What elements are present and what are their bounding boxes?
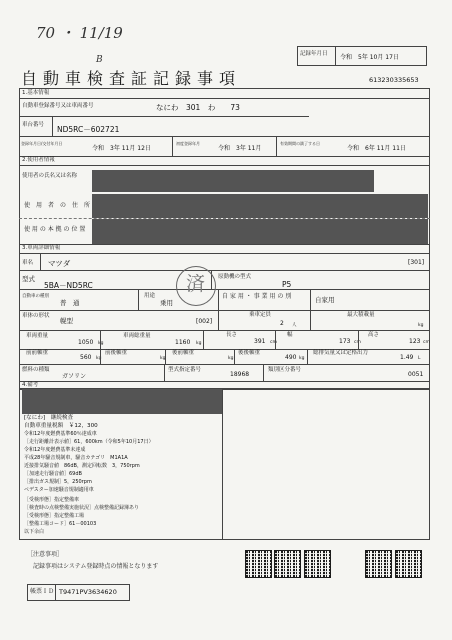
qr-code-5 xyxy=(395,550,422,578)
qr-code-3 xyxy=(304,550,331,578)
remark-line: 以下余白 xyxy=(24,529,45,535)
document-number: 613230335653 xyxy=(369,76,419,84)
remark-line: ［走行距離計表示値］61，600km（令和5年10月17日） xyxy=(24,439,154,445)
gross-weight-value: 1160 xyxy=(175,339,191,346)
remark-line: 平成28年騒音規制車，騒音カテゴリ M1A1A xyxy=(24,455,128,461)
document-id-value: T9471PV3634620 xyxy=(59,588,117,596)
length-unit: cm xyxy=(270,340,277,345)
maker-label: 車名 xyxy=(22,260,34,266)
capacity-label: 乗車定員 xyxy=(249,312,272,318)
rear-rear-axle-label: 後後軸重 xyxy=(238,350,261,356)
fuel-value: ガソリン xyxy=(62,373,87,380)
qr-code-1 xyxy=(245,550,272,578)
rear-front-axle-label: 後前軸重 xyxy=(172,350,195,356)
gross-weight-label: 車両総重量 xyxy=(123,333,151,339)
class-number-label: 類別区分番号 xyxy=(268,367,302,373)
base-location-label: 使 用 の 本 拠 の 位 置 xyxy=(24,226,86,233)
plate-label: 自動車登録番号又は車両番号 xyxy=(22,103,94,109)
engine-value: P5 xyxy=(282,280,292,289)
redaction-base-location xyxy=(92,219,428,244)
chassis-label: 車台番号 xyxy=(22,122,45,128)
body-shape-label: 車体の形状 xyxy=(22,313,50,319)
height-unit: cm xyxy=(423,340,430,345)
record-date-label: 記録年月日 xyxy=(300,51,328,57)
remark-line: ［受検形態］指定整備工場 xyxy=(24,513,85,519)
section-user-heading: 2.使用者情報 xyxy=(22,157,55,163)
remark-line: ［検査時の点検整備実施状況］点検整備記録簿あり xyxy=(24,505,140,511)
maker-value: マツダ xyxy=(48,259,71,268)
remark-line: 令和12年度燃費基準未達成 xyxy=(24,447,86,453)
handwritten-note: 70 ・ 11/19 xyxy=(36,24,123,42)
expiry-value: 令和 6年 11月 11日 xyxy=(347,145,406,152)
maxload-label: 最大積載量 xyxy=(347,312,375,318)
gross-weight-unit: kg xyxy=(196,341,202,346)
remark-line: ［加速走行騒音値］69dB xyxy=(24,471,82,477)
remark-line: 令和12年度燃費基準60％達成車 xyxy=(24,431,97,437)
stamp-text: 済 xyxy=(186,273,206,295)
remark-line: [なにわ] 継続検査 xyxy=(24,415,74,421)
rear-front-axle-unit: kg xyxy=(228,356,234,361)
vehicle-type-label: 自動車の種別 xyxy=(22,294,49,299)
qr-code-4 xyxy=(365,550,392,578)
fuel-label: 燃料の種類 xyxy=(22,367,50,373)
displacement-value: 1.49 xyxy=(400,354,414,361)
model-label: 型式 xyxy=(22,275,35,283)
handwritten-mark: B xyxy=(96,55,103,65)
class-number-value: 0051 xyxy=(408,371,424,378)
width-unit: cm xyxy=(354,340,361,345)
private-business-label: 自 家 用 ・ 事 業 用 の 別 xyxy=(222,293,292,300)
type-number-label: 型式指定番号 xyxy=(168,367,202,373)
capacity-value: 2 xyxy=(280,320,284,327)
user-address-label: 使 用 者 の 住 所 xyxy=(24,202,91,209)
use-value: 乗用 xyxy=(160,299,173,307)
front-rear-axle-unit: kg xyxy=(160,356,166,361)
weight-value: 1050 xyxy=(78,339,94,346)
chassis-value: ND5RC－602721 xyxy=(57,125,120,134)
body-shape-code: [002] xyxy=(196,318,213,325)
use-label: 用途 xyxy=(144,293,156,299)
plate-value: なにわ 301 わ 73 xyxy=(156,103,240,112)
notice-label: ［注意事項］ xyxy=(27,551,64,558)
front-front-axle-unit: kg xyxy=(96,356,102,361)
qr-code-2 xyxy=(274,550,301,578)
weight-label: 車両重量 xyxy=(26,333,49,339)
document-id-label: 帳票ＩＤ xyxy=(30,588,55,595)
section-vehicle-heading: 3.車両詳細情報 xyxy=(22,245,61,251)
remark-line: ペデスター加速騒音規制適用車 xyxy=(24,487,94,493)
first-year-value: 令和 3年 11月 xyxy=(218,145,262,152)
weight-unit: kg xyxy=(98,341,104,346)
model-value: 5BA－ND5RC xyxy=(44,281,93,290)
length-value: 391 xyxy=(254,338,266,345)
remark-line: 近接排気騒音値 86dB，測定回転数 3，750rpm xyxy=(24,463,140,469)
rear-rear-axle-unit: kg xyxy=(299,356,305,361)
first-reg-label: 登録年月日/交付年月日 xyxy=(21,141,63,146)
remark-line: ［受検形態］指定整備車 xyxy=(24,497,80,503)
engine-label: 原動機の型式 xyxy=(218,274,252,280)
vehicle-type-value: 普 通 xyxy=(60,299,80,307)
rear-rear-axle-value: 490 xyxy=(285,354,297,361)
record-date-value: 令和 5年 10月 17日 xyxy=(340,54,399,61)
document-title: 自動車検査証記録事項 xyxy=(21,69,242,88)
remark-line: ［排出ガス規制］5，250rpm xyxy=(24,479,92,485)
remark-line: ［整備工場コード］61－00103 xyxy=(24,521,97,527)
type-number-value: 18968 xyxy=(230,371,250,378)
width-label: 幅 xyxy=(287,332,293,338)
user-name-label: 使用者の氏名又は名称 xyxy=(22,173,78,179)
redaction-user-address xyxy=(92,194,428,218)
private-business-value: 自家用 xyxy=(315,296,335,304)
section-remarks-heading: 4.備考 xyxy=(22,382,39,388)
front-front-axle-value: 560 xyxy=(80,354,92,361)
section-basic-heading: 1.基本情報 xyxy=(22,90,50,96)
maker-code: [301] xyxy=(408,259,425,266)
front-front-axle-label: 前前軸重 xyxy=(26,350,49,356)
width-value: 173 xyxy=(339,338,351,345)
expiry-label: 有効期間の満了する日 xyxy=(280,141,320,146)
first-year-label: 初度登録年月 xyxy=(176,141,200,146)
displacement-unit: L xyxy=(418,356,421,361)
maxload-unit: kg xyxy=(418,323,424,328)
displacement-label: 総排気量又は定格出力 xyxy=(313,350,369,356)
redaction-remarks xyxy=(22,389,222,414)
body-shape-value: 幌型 xyxy=(60,317,73,325)
front-rear-axle-label: 前後軸重 xyxy=(105,350,128,356)
remark-line: 自動車重量税額 ￥12，300 xyxy=(24,423,98,429)
capacity-unit: 人 xyxy=(292,323,297,328)
height-label: 高さ xyxy=(368,332,380,338)
notice-text: 記録事項はシステム登録時点の情報となります xyxy=(33,563,159,570)
length-label: 長さ xyxy=(226,332,238,338)
first-reg-value: 令和 3年 11月 12日 xyxy=(92,145,151,152)
height-value: 123 xyxy=(409,338,421,345)
redaction-user-name xyxy=(92,170,374,192)
